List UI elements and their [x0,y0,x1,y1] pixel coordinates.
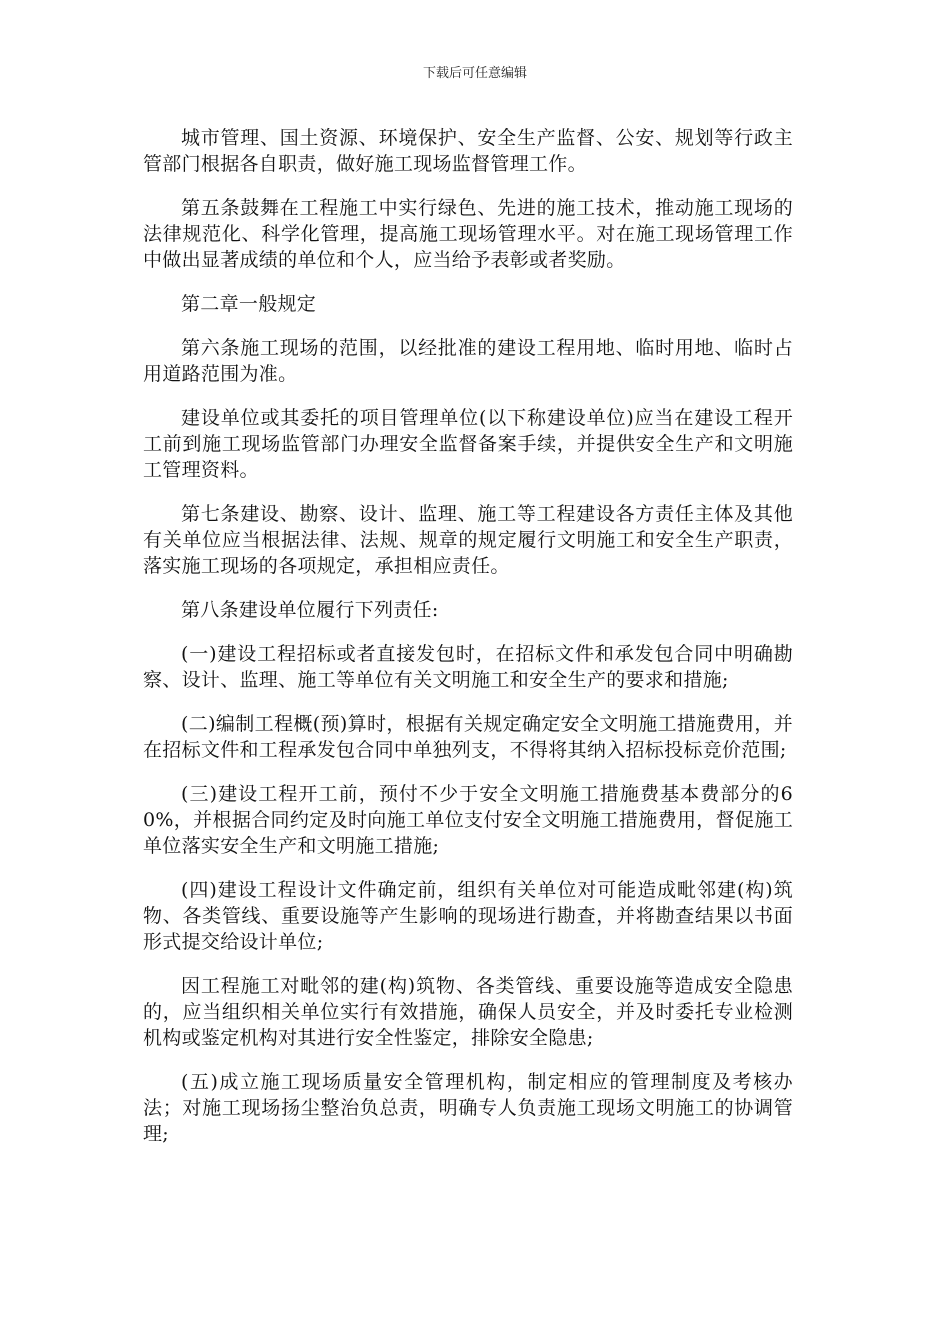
list-item-5: (五)成立施工现场质量安全管理机构，制定相应的管理制度及考核办法；对施工现场扬尘整治负总责，明确专人负责施工现场文明施工的协调管理; [143,1071,793,1145]
list-item-3: (三)建设工程开工前，预付不少于安全文明施工措施费基本费部分的60%，并根据合同约定及时向施工单位支付安全文明施工措施费用，督促施工单位落实安全生产和文明施工措施; [143,783,793,857]
page-header-note: 下载后可任意编辑 [422,66,527,81]
document-body [143,125,793,1165]
paragraph-12: 因工程施工对毗邻的建(构)筑物、各类管线、重要设施等造成安全隐患的，应当组织相关单位实行有效措施，确保人员安全，并及时委托专业检测机构或鉴定机构对其进行安全性鉴定，排除安全隐患; [143,975,793,1049]
paragraph-4: 第六条施工现场的范围，以经批准的建设工程用地、临时用地、临时占用道路范围为准。 [143,337,793,385]
paragraph-7: 第八条建设单位履行下列责任: [181,599,439,621]
list-item-2: (二)编制工程概(预)算时，根据有关规定确定安全文明施工措施费用，并在招标文件和工程承发包合同中单独列支，不得将其纳入招标投标竞价范围; [143,713,793,761]
paragraph-6: 第七条建设、勘察、设计、监理、施工等工程建设各方责任主体及其他有关单位应当根据法律、法规、规章的规定履行文明施工和安全生产职责，落实施工现场的各项规定，承担相应责任。 [143,503,793,577]
list-item-4: (四)建设工程设计文件确定前，组织有关单位对可能造成毗邻建(构)筑物、各类管线、重要设施等产生影响的现场进行勘查，并将勘查结果以书面形式提交给设计单位; [143,879,793,953]
paragraph-1: 城市管理、国土资源、环境保护、安全生产监督、公安、规划等行政主管部门根据各自职责，做好施工现场监督管理工作。 [143,127,793,175]
paragraph-2: 第五条鼓舞在工程施工中实行绿色、先进的施工技术，推动施工现场的法律规范化、科学化管理，提高施工现场管理水平。对在施工现场管理工作中做出显著成绩的单位和个人，应当给予表彰或者奖励。 [143,197,793,271]
list-item-1: (一)建设工程招标或者直接发包时，在招标文件和承发包合同中明确勘察、设计、监理、施工等单位有关文明施工和安全生产的要求和措施; [143,643,793,691]
chapter-heading: 第二章一般规定 [181,293,317,315]
paragraph-5: 建设单位或其委托的项目管理单位(以下称建设单位)应当在建设工程开工前到施工现场监管部门办理安全监督备案手续，并提供安全生产和文明施工管理资料。 [143,407,793,481]
